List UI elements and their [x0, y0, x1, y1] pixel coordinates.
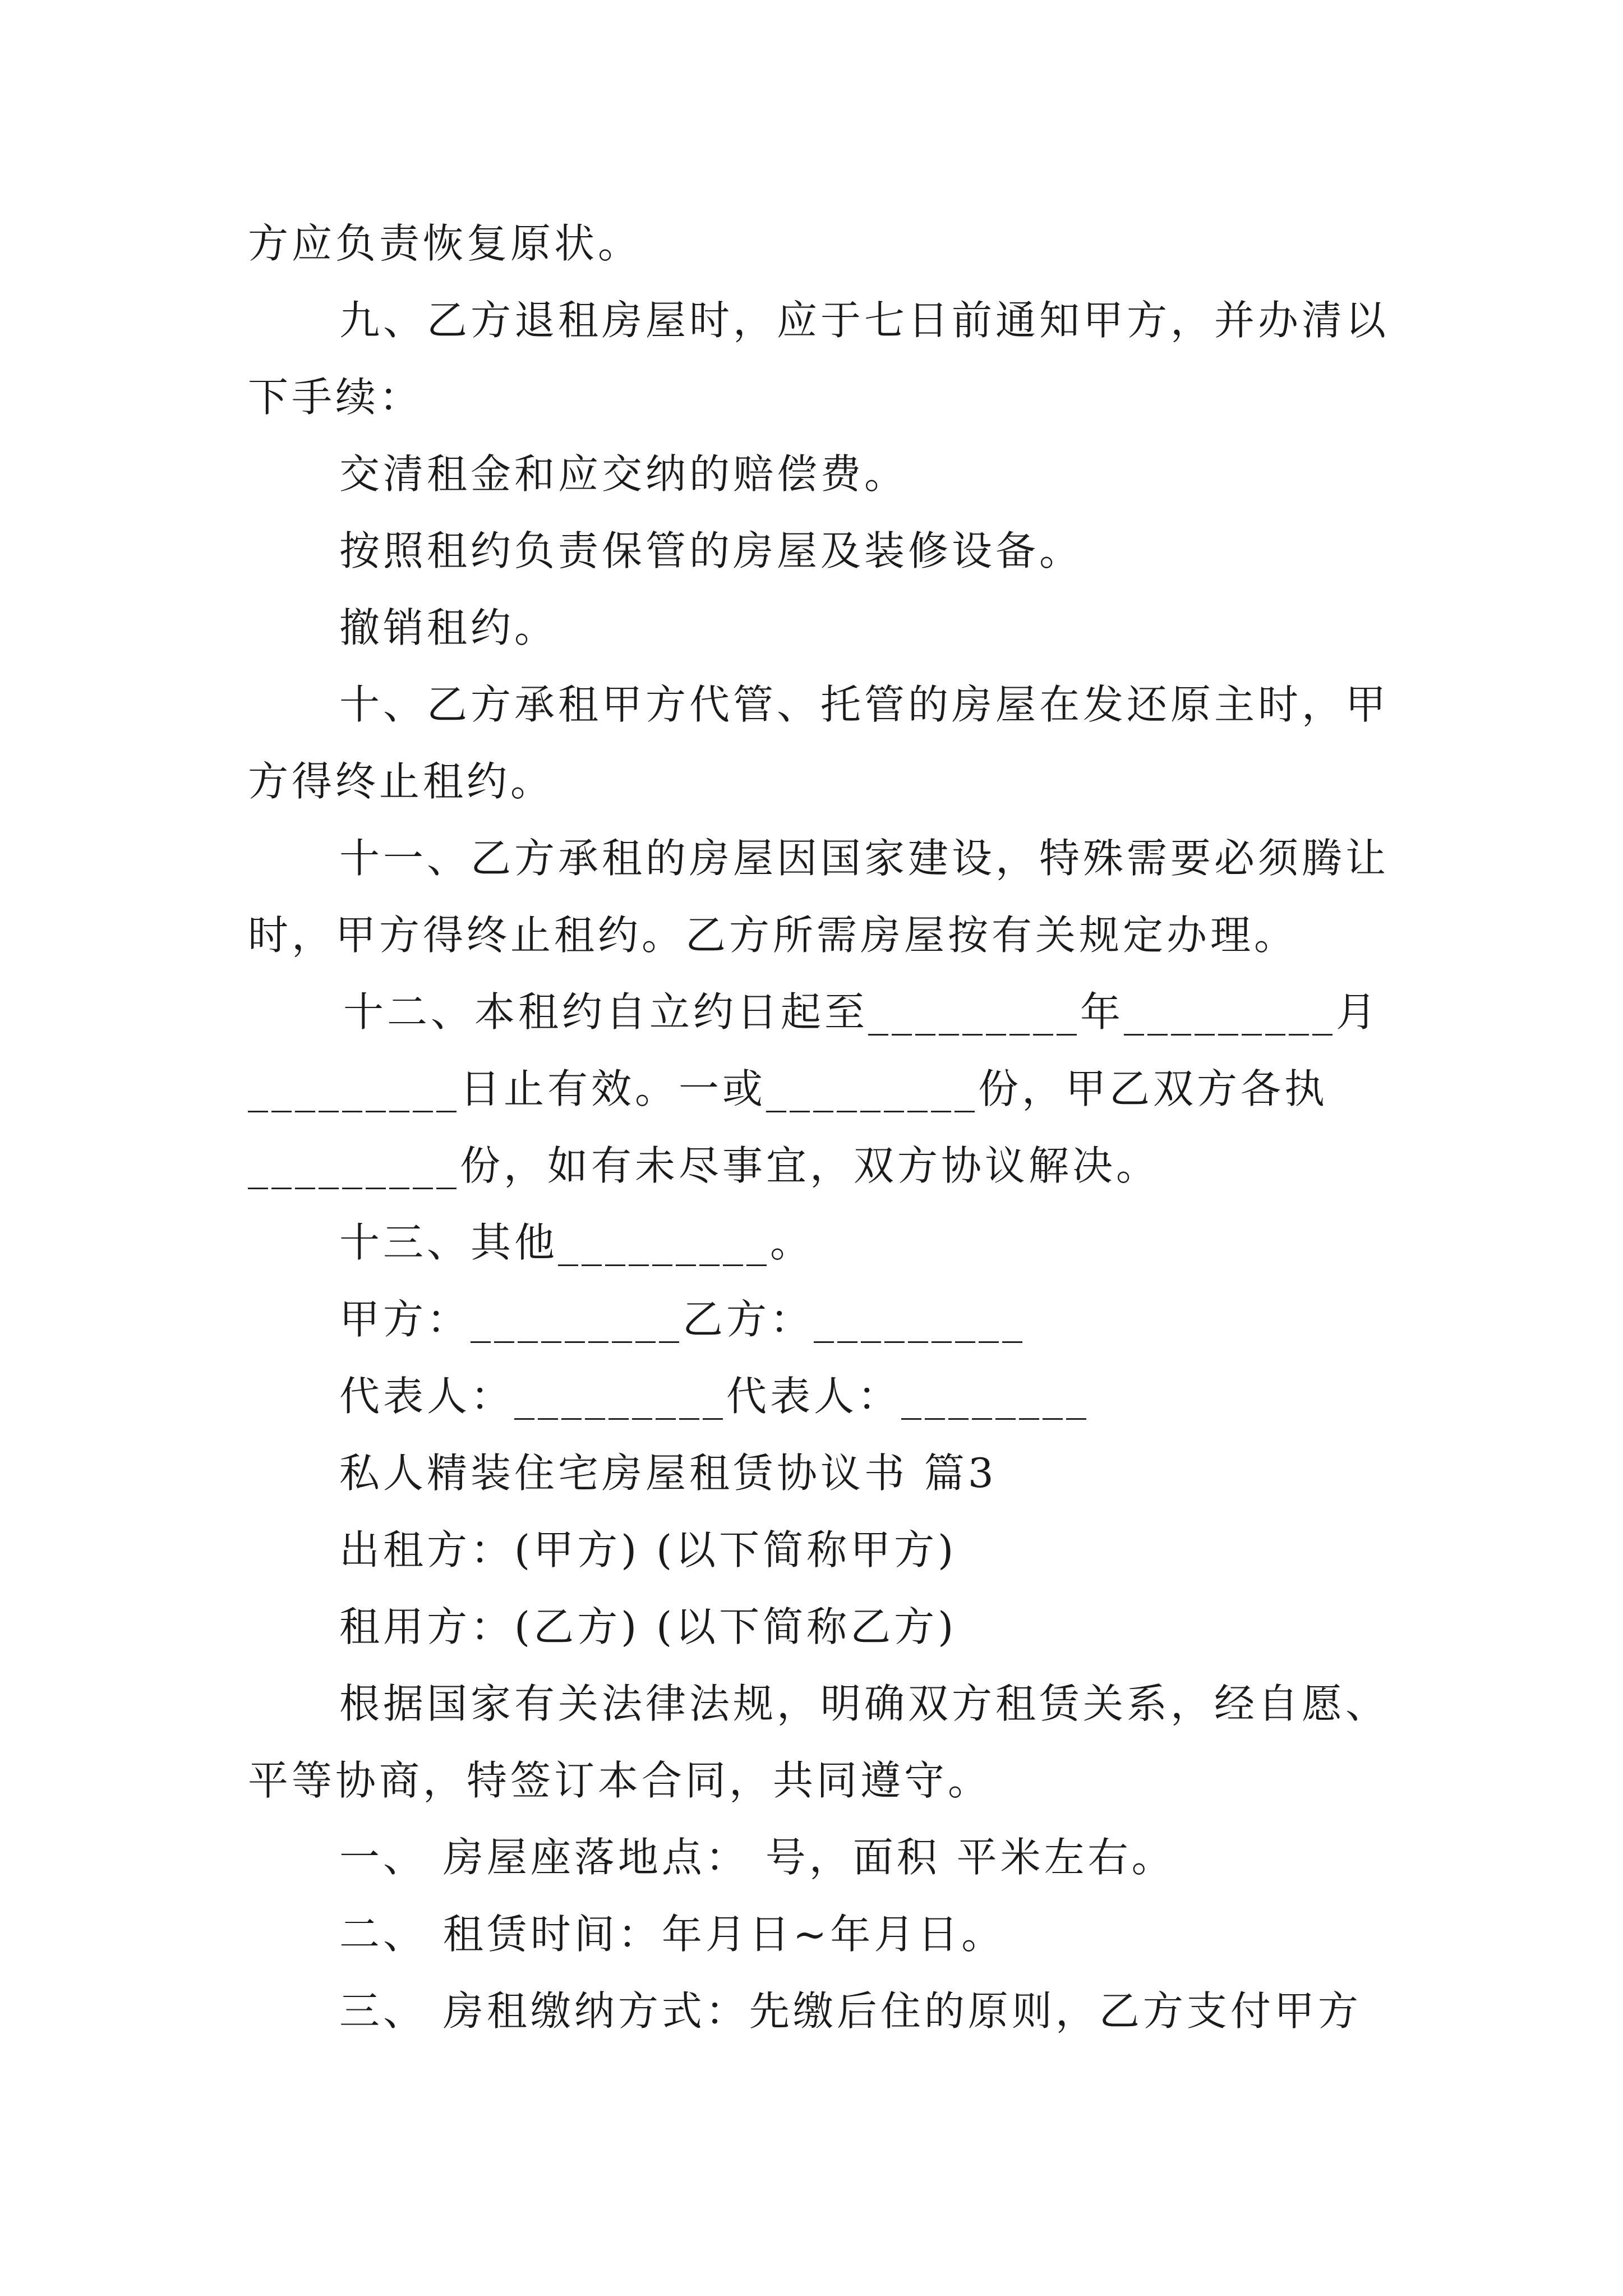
text-line: 时，甲方得终止租约。乙方所需房屋按有关规定办理。: [248, 912, 1298, 959]
text-line: 十一、乙方承租的房屋因国家建设，特殊需要必须腾让: [339, 835, 1390, 882]
text-line: 撤销租约。: [339, 604, 559, 651]
section-title: 私人精装住宅房屋租赁协议书 篇3: [339, 1450, 997, 1497]
text-line: 一、 房屋座落地点： 号，面积 平米左右。: [339, 1834, 1175, 1881]
text-line: 方应负责恢复原状。: [248, 220, 642, 267]
text-line: 交清租金和应交纳的赔偿费。: [339, 450, 909, 498]
text-line: 十二、本租约自立约日起至_________年_________月: [343, 988, 1380, 1036]
text-line: 下手续：: [248, 374, 423, 421]
text-line: 根据国家有关法律法规，明确双方租赁关系，经自愿、: [339, 1680, 1390, 1727]
text-line: 三、 房租缴纳方式：先缴后住的原则，乙方支付甲方: [339, 1987, 1362, 2035]
signature-line-representatives: 代表人：_________代表人：________: [339, 1373, 1090, 1420]
text-line: 十三、其他_________。: [339, 1219, 814, 1266]
text-line: 平等协商，特签订本合同，共同遵守。: [248, 1757, 992, 1804]
text-line: _________日止有效。一或_________份，甲乙双方各执: [248, 1065, 1329, 1112]
text-line: 方得终止租约。: [248, 758, 555, 805]
text-line: 租用方：(乙方) (以下简称乙方): [339, 1603, 957, 1650]
text-line: _________份，如有未尽事宜，双方协议解决。: [248, 1142, 1160, 1189]
text-line: 按照租约负责保管的房屋及装修设备。: [339, 527, 1083, 574]
signature-line-parties: 甲方：_________乙方：_________: [339, 1296, 1026, 1343]
text-line: 十、乙方承租甲方代管、托管的房屋在发还原主时，甲: [339, 681, 1390, 728]
text-line: 二、 租赁时间：年月日~年月日。: [339, 1911, 1006, 1958]
text-line: 九、乙方退租房屋时，应于七日前通知甲方，并办清以: [339, 297, 1390, 344]
text-line: 出租方：(甲方) (以下简称甲方): [339, 1526, 957, 1573]
